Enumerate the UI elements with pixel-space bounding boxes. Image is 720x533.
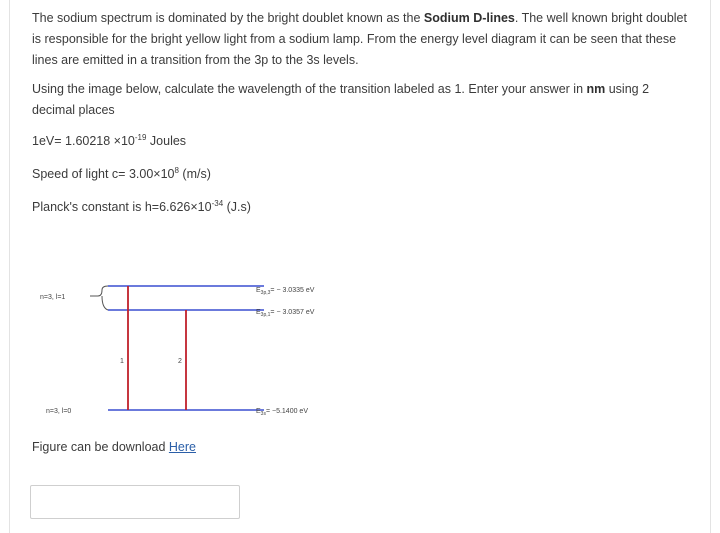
ev-unit: Joules <box>146 134 187 148</box>
h-unit: (J.s) <box>223 200 251 214</box>
c-label: Speed of light c= 3.00×10 <box>32 167 175 181</box>
answer-input[interactable] <box>30 485 240 519</box>
transition-2-label: 2 <box>178 358 182 365</box>
c-exponent: 8 <box>174 165 179 175</box>
level2-energy: $E_{3p,1}= - 3.0357$ eV <box>256 309 315 318</box>
figure-download-line <box>32 440 196 454</box>
ev-label: 1eV= 1.60218 ×10 <box>32 134 135 148</box>
speed-of-light-constant <box>32 164 692 185</box>
question-content <box>32 8 692 230</box>
level1-energy: $E_{3p,3}= - 3.0335$ eV <box>256 287 315 296</box>
level3-energy: $E_{3s}= -5.1400$ eV <box>256 408 308 417</box>
c-unit: (m/s) <box>178 167 211 181</box>
instruction-paragraph <box>32 79 692 121</box>
unit-nm-bold: nm <box>586 82 606 96</box>
lower-state-label: n=3, l=0 <box>46 408 72 415</box>
instruction-text-cont: using 2 decimal places <box>32 82 650 117</box>
figure-download-link[interactable]: Here <box>168 440 196 454</box>
ev-exponent: -19 <box>134 132 147 142</box>
h-exponent: -34 <box>211 198 224 208</box>
transition-1-label: 1 <box>120 358 124 365</box>
sodium-d-lines-bold: Sodium D-lines <box>423 11 515 25</box>
figure-download-text: Figure can be download <box>32 440 169 454</box>
intro-text-cont: . The well known bright doublet is responsible for the bright yellow light from a sodium lamp. From the energy level diagram it can be seen that these lines are emitted in a transition from the 3p to the 3s levels. <box>32 11 687 67</box>
energy-level-diagram <box>32 268 392 428</box>
ev-constant <box>32 131 692 152</box>
bracket-icon <box>90 286 108 310</box>
h-label: Planck's constant is h=6.626×10 <box>32 200 212 214</box>
instruction-text: Using the image below, calculate the wavelength of the transition labeled as 1. Enter your answer in <box>32 82 587 96</box>
intro-text: The sodium spectrum is dominated by the bright doublet known as the <box>32 11 424 25</box>
upper-state-label: n=3, l=1 <box>40 294 66 301</box>
planck-constant <box>32 197 692 218</box>
intro-paragraph <box>32 8 692 71</box>
